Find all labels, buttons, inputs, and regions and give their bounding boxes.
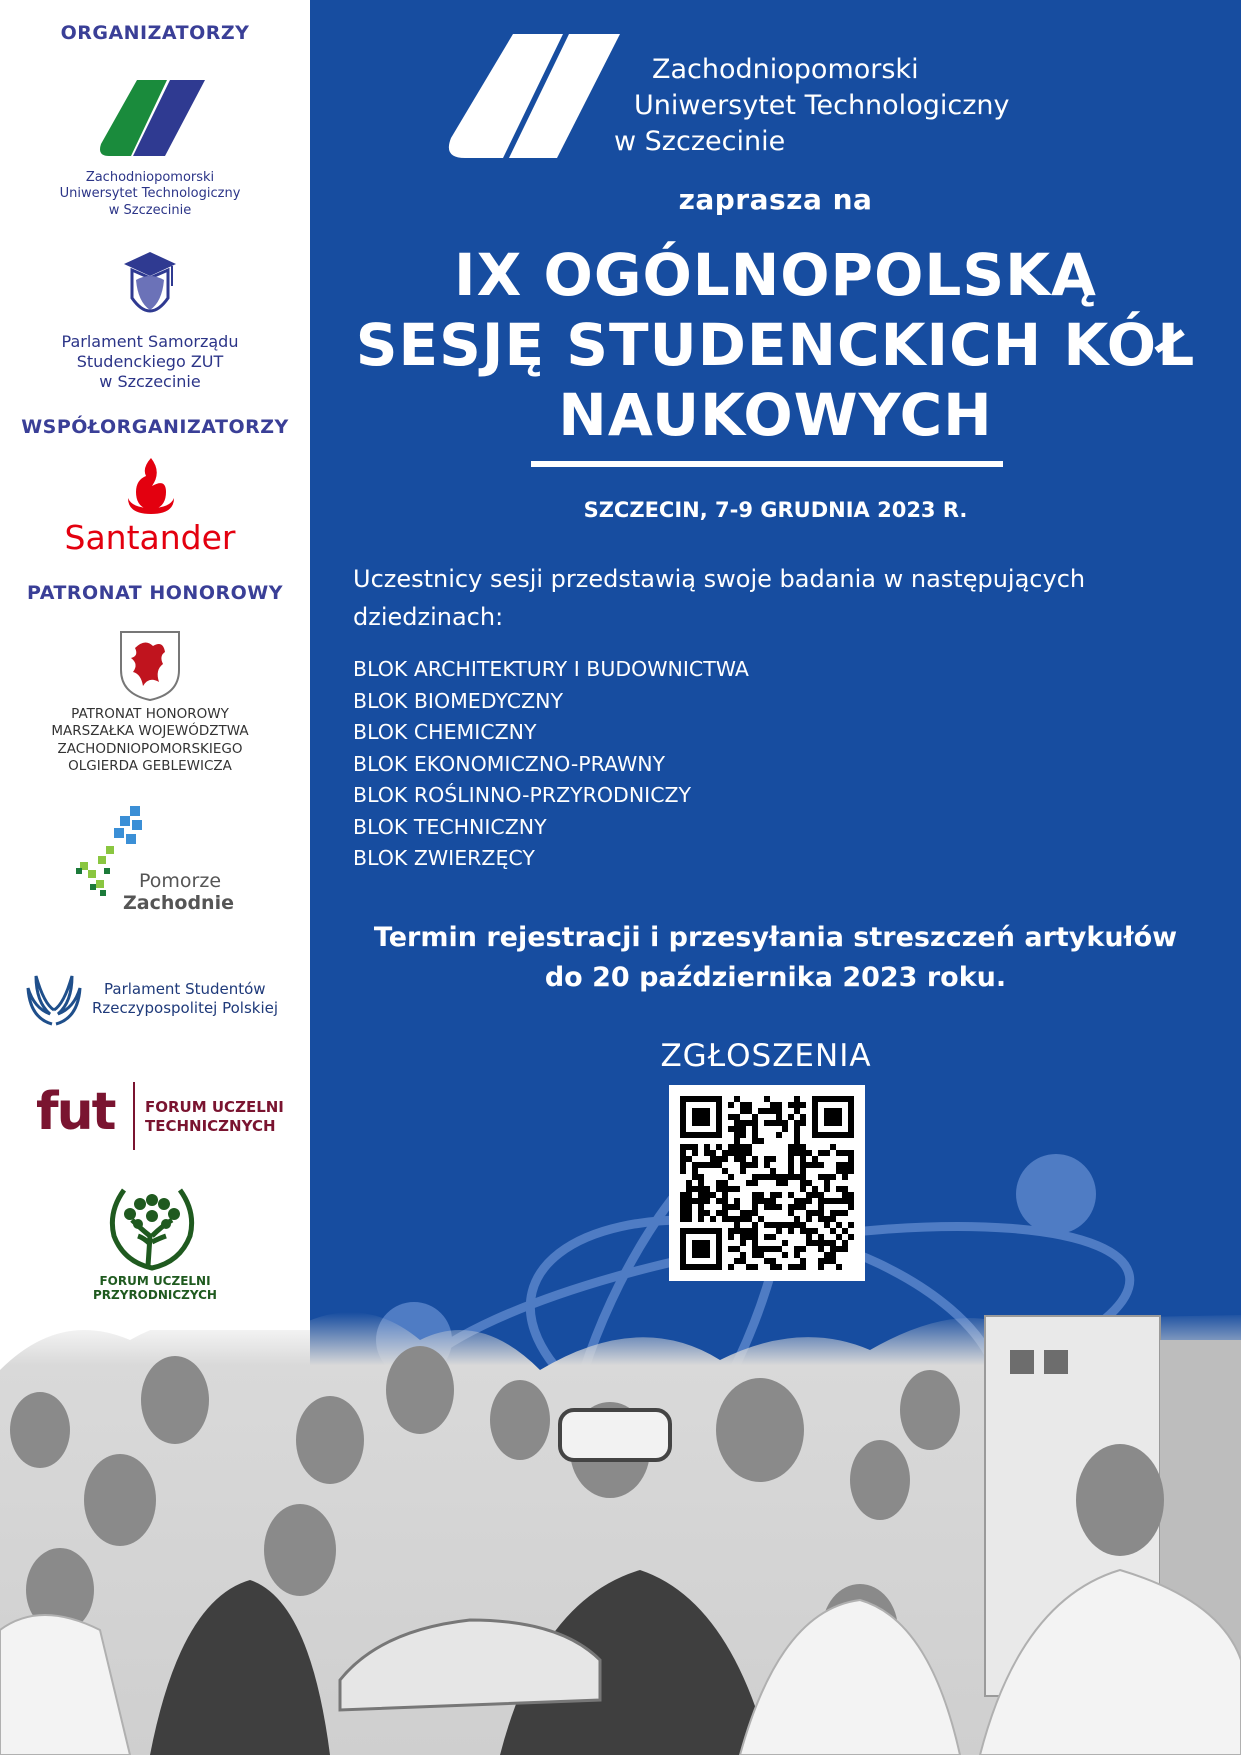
- registration-label: ZGŁOSZENIA: [660, 1038, 872, 1074]
- zut-logo-icon: [97, 80, 207, 156]
- fup-caption-line2: PRZYRODNICZYCH: [93, 1288, 217, 1302]
- zut-logo-caption: [30, 170, 270, 219]
- block-item: BLOK CHEMICZNY: [353, 720, 537, 744]
- deadline-line1: Termin rejestracji i przesyłania streszczeń artykułów: [373, 922, 1178, 953]
- intro-line1: Uczestnicy sesji przedstawią swoje badania w następujących: [353, 565, 1086, 593]
- event-title-line3: NAUKOWYCH: [558, 381, 993, 449]
- fut-divider: [133, 1082, 135, 1150]
- griffin-coat-of-arms-icon: [119, 630, 181, 702]
- block-item: BLOK EKONOMICZNO-PRAWNY: [353, 751, 666, 776]
- event-title-line1: IX OGÓLNOPOLSKĄ: [454, 241, 1097, 309]
- event-title-line2: SESJĘ STUDENCKICH KÓŁ: [355, 311, 1196, 379]
- zut-caption-line3: w Szczecinie: [108, 202, 192, 218]
- students-photo: [0, 1300, 1241, 1755]
- zut-header-logo-icon: [445, 34, 620, 158]
- zut-header-name-line1: Zachodniopomorski: [652, 54, 919, 85]
- marshal-caption-line2: MARSZAŁKA WOJEWÓDZTWA: [51, 723, 249, 740]
- title-underline: [531, 461, 1003, 467]
- psrp-wings-icon: [24, 968, 84, 1028]
- invite-text: zaprasza na: [678, 183, 873, 216]
- qr-code-icon: [669, 1085, 865, 1281]
- patronage-heading: PATRONAT HONOROWY: [27, 582, 283, 604]
- intro-line2: dziedzinach:: [353, 603, 504, 631]
- zut-header-name: [614, 52, 1009, 160]
- parliament-caption-line3: w Szczecinie: [99, 372, 201, 391]
- coorganizers-heading: WSPÓŁORGANIZATORZY: [21, 416, 289, 438]
- fut-caption-line1: FORUM UCZELNI: [145, 1098, 284, 1116]
- marshal-caption-line1: PATRONAT HONOROWY: [71, 706, 229, 722]
- block-item: BLOK ZWIERZĘCY: [353, 846, 535, 870]
- santander-wordmark: Santander: [64, 518, 236, 557]
- pomorze-zachodnie-wordmark: [123, 870, 234, 914]
- student-parliament-logo-icon: [122, 250, 178, 320]
- organizers-heading: ORGANIZATORZY: [60, 22, 250, 44]
- student-parliament-caption: [30, 332, 270, 392]
- marshal-caption: [20, 706, 280, 775]
- intro-text: [353, 560, 1085, 636]
- fut-mark: fut: [36, 1082, 115, 1142]
- parliament-caption-line1: Parlament Samorządu: [61, 332, 239, 351]
- fup-tree-icon: [104, 1182, 200, 1272]
- deadline-line2: do 20 października 2023 roku.: [544, 962, 1007, 993]
- fut-caption-line2: TECHNICZNYCH: [145, 1116, 276, 1135]
- date-line: SZCZECIN, 7-9 GRUDNIA 2023 R.: [583, 498, 968, 522]
- event-title: [310, 240, 1241, 450]
- fup-caption-line1: FORUM UCZELNI: [99, 1274, 211, 1288]
- marshal-caption-line3: ZACHODNIOPOMORSKIEGO: [57, 740, 243, 757]
- fut-caption: [145, 1098, 284, 1136]
- parliament-caption-line2: Studenckiego ZUT: [76, 352, 224, 371]
- psrp-caption: [92, 980, 278, 1018]
- qr-code[interactable]: [669, 1085, 865, 1281]
- psrp-caption-line2: Rzeczypospolitej Polskiej: [92, 998, 279, 1017]
- zut-header-name-line3: w Szczecinie: [614, 126, 786, 157]
- pomorze-line1: Pomorze: [139, 870, 222, 892]
- zut-caption-line1: Zachodniopomorski: [85, 170, 215, 185]
- zut-header-name-line2: Uniwersytet Technologiczny: [634, 90, 1010, 121]
- blocks-list: [353, 654, 749, 875]
- marshal-caption-line4: OLGIERDA GEBLEWICZA: [68, 757, 232, 774]
- deadline-text: [310, 918, 1241, 998]
- pomorze-line2: Zachodnie: [123, 892, 234, 914]
- block-item: BLOK ARCHITEKTURY I BUDOWNICTWA: [353, 657, 749, 681]
- block-item: BLOK TECHNICZNY: [353, 814, 547, 839]
- fup-caption: [80, 1274, 230, 1302]
- block-item: BLOK ROŚLINNO-PRZYRODNICZY: [353, 783, 692, 807]
- block-item: BLOK BIOMEDYCZNY: [353, 688, 564, 713]
- psrp-caption-line1: Parlament Studentów: [104, 980, 266, 998]
- zut-caption-line2: Uniwersytet Technologiczny: [59, 186, 241, 202]
- santander-flame-icon: [122, 458, 180, 516]
